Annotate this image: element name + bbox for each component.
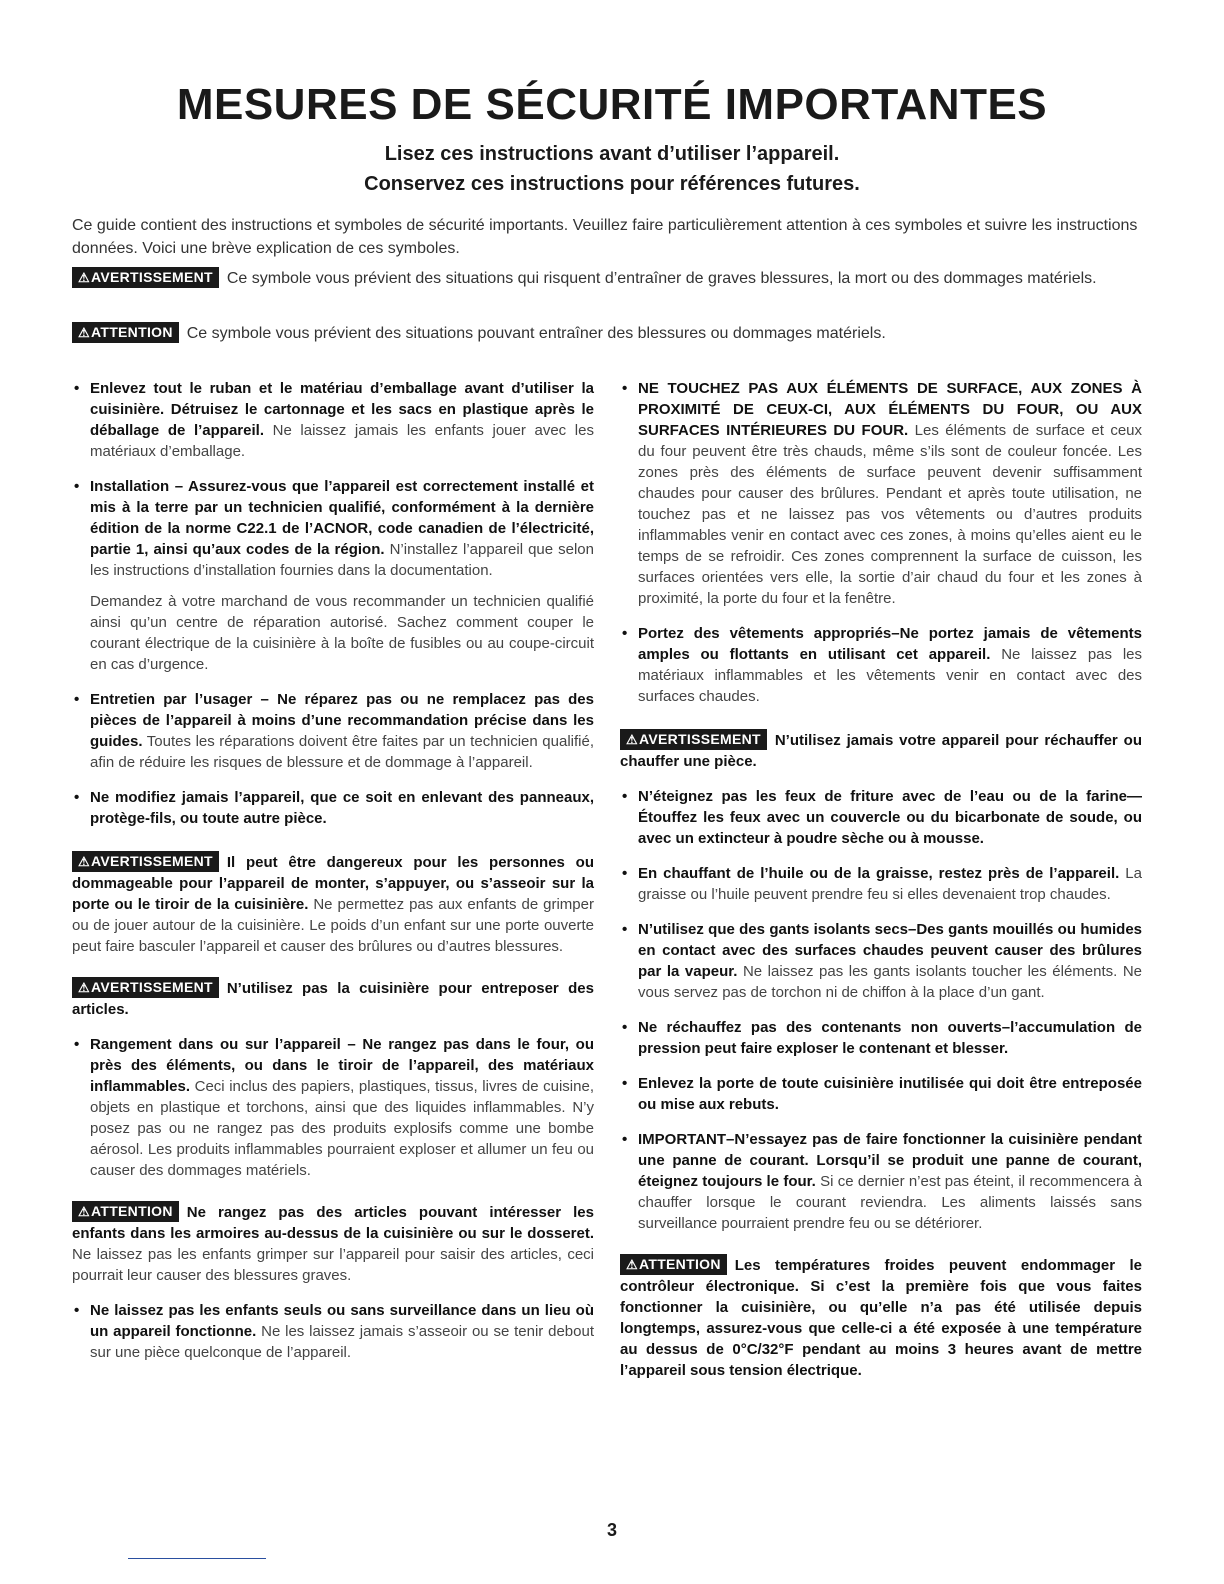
warning-triangle-icon: ⚠ [626, 732, 638, 747]
warning-triangle-icon: ⚠ [78, 854, 90, 869]
list-item: • Rangement dans ou sur l’appareil – Ne rangez pas dans le four, ou près des éléments, ou dans le tiroir de l’appareil, des matériaux inflammables. Ceci inclus des papiers, plastiques, tissus, livres de cuisine, objets en plastique et torchons, ainsi que des liquides inflammables. N’y posez pas ou ne rangez pas des produits explosifs comme une bombe aérosol. Les produits inflammables pourraient exploser et allumer un feu ou causer des dommages matériels. [72, 1034, 594, 1181]
warning-triangle-icon: ⚠ [78, 270, 90, 285]
warning-triangle-icon: ⚠ [626, 1257, 638, 1272]
list-item-continuation: Demandez à votre marchand de vous recommander un technicien qualifié ainsi qu’un centre de réparation autorisé. Sachez comment couper le courant électrique de la cuisinière à la boîte de fusibles ou au coupe-circuit en cas d’urgence. [90, 593, 594, 673]
warning-badge: ⚠AVERTISSEMENT [72, 977, 219, 998]
intro-text: Ce guide contient des instructions et symboles de sécurité importants. Veuillez faire particulièrement attention à ces symboles et suivre les instructions données. Voici une brève explication de ces symboles. [72, 217, 1138, 257]
list-item: • NE TOUCHEZ PAS AUX ÉLÉMENTS DE SURFACE, AUX ZONES À PROXIMITÉ DE CEUX-CI, AUX ÉLÉMENTS DU FOUR, OU AUX SURFACES INTÉRIEURES DU FOUR. Les éléments de surface et ceux du four peuvent être très chauds, même s’ils sont de couleur foncée. Les zones près des éléments de surface peuvent devenir suffisamment chaudes pour causer des brûlures. Pendant et après toute utilisation, ne touchez pas et ne laissez pas vos vêtements ou d’autres produits inflammables venir en contact avec ces zones, à moins qu’elles aient eu le temps de se refroidir. Ces zones comprennent la surface de cuisson, les surfaces orientées vers elle, la sortie d’air chaud du four et les zones à proximité, la porte du four et la fenêtre. [620, 378, 1142, 609]
list-item: • Ne modifiez jamais l’appareil, que ce soit en enlevant des panneaux, protège-fils, ou toute autre pièce. [72, 787, 594, 829]
warning-badge: ⚠AVERTISSEMENT [72, 267, 219, 288]
list-item: • Ne réchauffez pas des contenants non ouverts–l’accumulation de pression peut faire exploser le contenant et blesser. [620, 1017, 1142, 1059]
list-item: • Installation – Assurez-vous que l’appareil est correctement installé et mis à la terre par un technicien qualifié, conformément à la dernière édition de la norme C22.1 de l’ACNOR, code canadien de l’électricité, partie 1, ainsi qu’aux codes de la région. N’installez l’appareil que selon les instructions d’installation fournies dans la documentation. [72, 476, 594, 581]
warning-triangle-icon: ⚠ [78, 980, 90, 995]
list-item: • En chauffant de l’huile ou de la graisse, restez près de l’appareil. La graisse ou l’huile peuvent prendre feu si elles devenaient trop chaudes. [620, 863, 1142, 905]
legend-caution: ⚠ATTENTION Ce symbole vous prévient des situations pouvant entraîner des blessures ou dommages matériels. [72, 322, 1152, 345]
warning-badge: ⚠AVERTISSEMENT [72, 851, 219, 872]
list-item: • Ne laissez pas les enfants seuls ou sans surveillance dans un lieu où un appareil fonctionne. Ne les laissez jamais s’asseoir ou se tenir debout sur une pièce quelconque de l’appareil. [72, 1300, 594, 1363]
right-column [620, 378, 1142, 1395]
footer-rule [128, 1558, 266, 1559]
list-item: • N’éteignez pas les feux de friture avec de l’eau ou de la farine—Étouffez les feux avec un couvercle ou du bicarbonate de soude, ou avec un extincteur à poudre sèche ou à mousse. [620, 786, 1142, 849]
caution-block: ⚠ATTENTION Ne rangez pas des articles pouvant intéresser les enfants dans les armoires au-dessus de la cuisinière ou sur le dosseret. Ne laissez pas les enfants grimper sur l’appareil pour saisir des articles, ceci pourrait leur causer des blessures graves. [72, 1203, 594, 1284]
list-item: • Portez des vêtements appropriés–Ne portez jamais de vêtements amples ou flottants en utilisant cet appareil. Ne laissez pas les matériaux inflammables et les vêtements venir en contact avec des surfaces chaudes. [620, 623, 1142, 707]
caution-badge: ⚠ATTENTION [620, 1254, 727, 1275]
list-item: • Enlevez la porte de toute cuisinière inutilisée qui doit être entreposée ou mise aux rebuts. [620, 1073, 1142, 1115]
subtitle-read: Lisez ces instructions avant d’utiliser l’appareil. [384, 143, 840, 165]
warning-triangle-icon: ⚠ [78, 1204, 90, 1219]
warning-block: ⚠AVERTISSEMENT N’utilisez jamais votre appareil pour réchauffer ou chauffer une pièce. [620, 731, 1142, 770]
list-item: • IMPORTANT–N’essayez pas de faire fonctionner la cuisinière pendant une panne de courant. Lorsqu’il se produit une panne de courant, éteignez toujours le four. Si ce dernier n’est pas éteint, il recommencera à chauffer lorsque le courant reviendra. Les aliments laissés sans surveillance pourraient prendre feu ou se détériorer. [620, 1129, 1142, 1234]
legend-warning: ⚠AVERTISSEMENT Ce symbole vous prévient des situations qui risquent d’entraîner de graves blessures, la mort ou des dommages matériels. [72, 267, 1152, 290]
list-item: • Entretien par l’usager – Ne réparez pas ou ne remplacez pas des pièces de l’appareil à moins d’une recommandation précise dans les guides. Toutes les réparations doivent être faites par un technicien qualifié, afin de réduire les risques de blessure et de dommage à l’appareil. [72, 689, 594, 773]
page-title: MESURES DE SÉCURITÉ IMPORTANTES [176, 80, 1048, 129]
warning-triangle-icon: ⚠ [78, 325, 90, 340]
list-item: • N’utilisez que des gants isolants secs–Des gants mouillés ou humides en contact avec des surfaces chaudes peuvent causer des brûlures par la vapeur. Ne laissez pas les gants isolants toucher les éléments. Ne vous servez pas de torchon ni de chiffon à la place d’un gant. [620, 919, 1142, 1003]
left-column [72, 378, 594, 1377]
subtitle-keep: Conservez ces instructions pour références futures. [364, 173, 860, 195]
caution-block: ⚠ATTENTION Les températures froides peuvent endommager le contrôleur électronique. Si c’est la première fois que vous faites fonctionner la cuisinière, ou qu’elle n’a pas été utilisée depuis longtemps, assurez-vous que celle-ci a été exposée à une température au dessus de 0°C/32°F pendant au moins 3 heures avant de mettre l’appareil sous tension électrique. [620, 1256, 1142, 1379]
caution-badge: ⚠ATTENTION [72, 1201, 179, 1222]
warning-block: ⚠AVERTISSEMENT Il peut être dangereux pour les personnes ou dommageable pour l’appareil de monter, s’appuyer, ou s’asseoir sur la porte ou le tiroir de la cuisinière. Ne permettez pas aux enfants de grimper ou de jouer autour de la cuisinière. Le poids d’un enfant sur une porte ouverte peut faire basculer l’appareil et causer des brûlures ou d’autres blessures. [72, 853, 594, 955]
caution-badge: ⚠ATTENTION [72, 322, 179, 343]
warning-badge: ⚠AVERTISSEMENT [620, 729, 767, 750]
warning-block: ⚠AVERTISSEMENT N’utilisez pas la cuisinière pour entreposer des articles. [72, 979, 594, 1018]
list-item: • Enlevez tout le ruban et le matériau d’emballage avant d’utiliser la cuisinière. Détruisez le cartonnage et les sacs en plastique après le déballage de l’appareil. Ne laissez jamais les enfants jouer avec les matériaux d’emballage. [72, 378, 594, 462]
page-number: 3 [606, 1520, 617, 1540]
